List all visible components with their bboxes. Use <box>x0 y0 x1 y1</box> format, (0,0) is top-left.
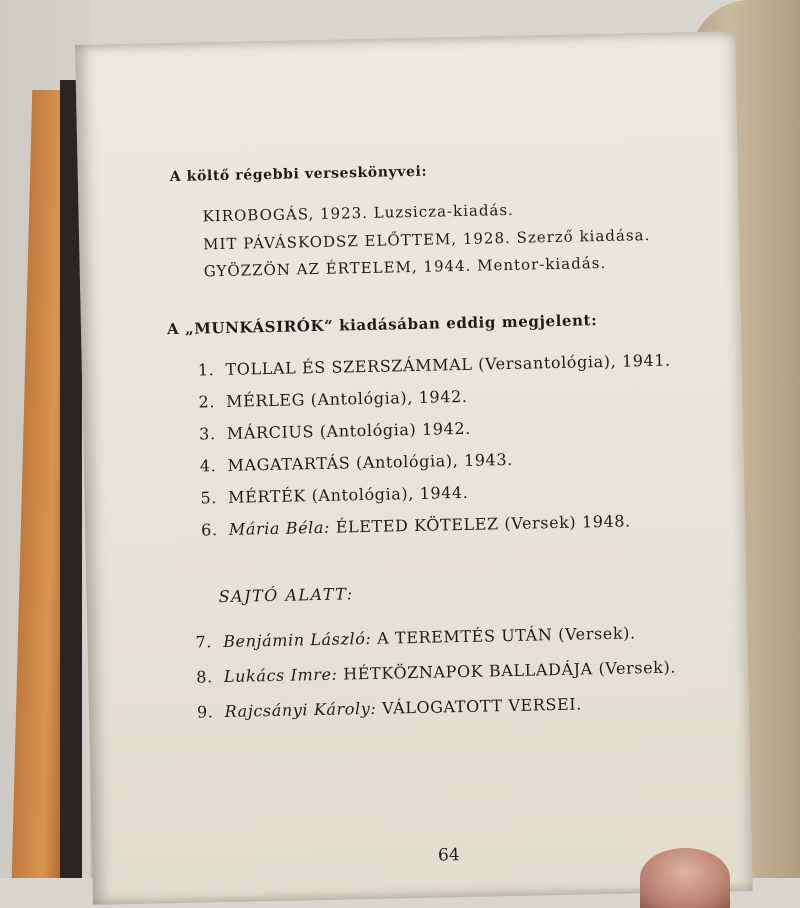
item-number: 7. <box>195 632 213 652</box>
page-number: 64 <box>437 845 460 866</box>
heading-older-books: A költő régebbi verseskönyvei: <box>169 163 428 186</box>
heading-in-press: SAJTÓ ALATT: <box>218 584 354 607</box>
item-title: MÁRCIUS (Antológia) 1942. <box>226 418 472 443</box>
book-line-2: MIT PÁVÁSKODSZ ELŐTTEM, 1928. Szerző kiadása. <box>203 225 651 254</box>
item-title: MAGATARTÁS (Antológia), 1943. <box>227 449 514 475</box>
in-press-item-9 <box>197 695 582 722</box>
heading-published: A „MUNKÁSIRÓK“ kiadásában eddig megjelent: <box>166 311 598 339</box>
published-item-3 <box>199 419 471 444</box>
item-author: Rajcsányi Károly: <box>224 698 377 722</box>
published-item-5 <box>200 483 468 508</box>
item-title: ÉLETED KÖTELEZ (Versek) 1948. <box>335 511 631 537</box>
item-author: Lukács Imre: <box>223 664 338 687</box>
thumb <box>640 848 730 908</box>
item-number: 3. <box>198 424 216 444</box>
item-title: VÁLOGATOTT VERSEI. <box>381 694 583 718</box>
published-item-6 <box>201 511 631 539</box>
in-press-item-7 <box>195 623 636 651</box>
item-number: 8. <box>196 667 213 687</box>
item-number: 5. <box>200 488 218 508</box>
item-number: 9. <box>196 702 214 722</box>
item-title: MÉRTÉK (Antológia), 1944. <box>227 482 469 507</box>
book-line-1: KIROBOGÁS, 1923. Luzsicza-kiadás. <box>202 200 515 226</box>
book-page <box>75 31 753 905</box>
item-number: 1. <box>197 360 215 380</box>
item-title: MÉRLEG (Antológia), 1942. <box>225 386 468 411</box>
item-number: 6. <box>200 520 218 540</box>
item-author: Benjámin László: <box>223 628 372 652</box>
item-title: TOLLAL ÉS SZERSZÁMMAL (Versantológia), 1941. <box>225 350 671 379</box>
book-line-3: GYÖZZÖN AZ ÉRTELEM, 1944. Mentor-kiadás. <box>203 253 607 281</box>
item-title: HÉTKÖZNAPOK BALLADÁJA (Versek). <box>343 657 677 684</box>
item-title: A TEREMTÉS UTÁN (Versek). <box>376 623 636 648</box>
in-press-item-8 <box>196 658 676 687</box>
published-item-2 <box>198 387 467 412</box>
item-number: 2. <box>198 392 216 412</box>
published-item-1 <box>198 351 671 380</box>
published-item-4 <box>200 450 513 476</box>
item-author: Mária Béla: <box>228 517 331 539</box>
item-number: 4. <box>199 456 217 476</box>
